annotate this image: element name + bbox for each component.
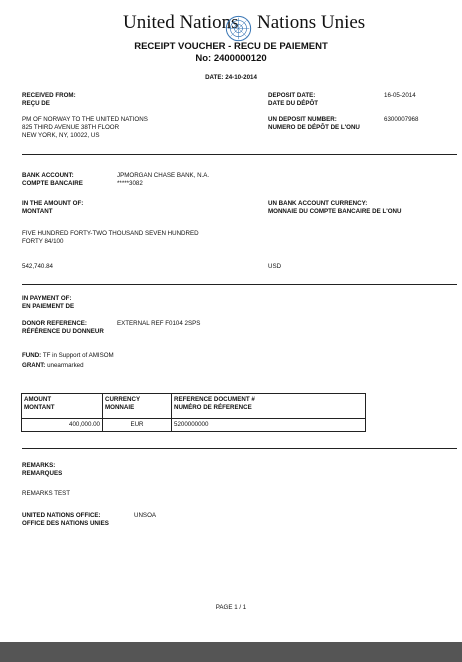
amount-label-fr: MONTANT bbox=[22, 208, 53, 215]
donor-reference-value: EXTERNAL REF F0104 2SPS bbox=[117, 320, 201, 327]
table-cell-amount: 400,000.00 bbox=[22, 419, 103, 432]
voucher-date-label: DATE: bbox=[205, 74, 224, 81]
voucher-number-label: No: bbox=[195, 53, 212, 64]
org-name-en: United Nations bbox=[123, 12, 239, 33]
remarks-label: REMARKS: bbox=[22, 462, 56, 469]
deposit-date-value: 16-05-2014 bbox=[384, 92, 416, 99]
amount-table bbox=[21, 393, 366, 432]
table-cell-currency: EUR bbox=[103, 419, 172, 432]
bank-account-label-fr: COMPTE BANCAIRE bbox=[22, 180, 83, 187]
remarks-label-fr: REMARQUES bbox=[22, 470, 63, 477]
table-cell-reference: 5200000000 bbox=[172, 419, 366, 432]
viewer-bottom-bar bbox=[0, 642, 462, 662]
currency-label-fr: MONNAIE DU COMPTE BANCAIRE DE L'ONU bbox=[268, 208, 402, 215]
deposit-date-label-fr: DATE DU DÉPÔT bbox=[268, 100, 319, 107]
amount-label: IN THE AMOUNT OF: bbox=[22, 200, 84, 207]
donor-reference-label: DONOR REFERENCE: bbox=[22, 320, 87, 327]
received-address-line: NEW YORK, NY, 10022, US bbox=[22, 132, 100, 139]
un-emblem-icon bbox=[225, 15, 252, 42]
section-divider bbox=[22, 284, 457, 285]
currency-label: UN BANK ACCOUNT CURRENCY: bbox=[268, 200, 368, 207]
donor-reference-label-fr: RÉFÉRENCE DU DONNEUR bbox=[22, 328, 104, 335]
table-header-row bbox=[22, 394, 366, 419]
voucher-title: RECEIPT VOUCHER - RECU DE PAIEMENT bbox=[134, 41, 328, 52]
voucher-date bbox=[0, 74, 462, 82]
deposit-date-label: DEPOSIT DATE: bbox=[268, 92, 316, 99]
amount-in-words: FIVE HUNDRED FORTY-TWO THOUSAND SEVEN HUNDRED bbox=[22, 230, 199, 237]
deposit-number-value: 6300007968 bbox=[384, 116, 419, 123]
received-address-line: PM OF NORWAY TO THE UNITED NATIONS bbox=[22, 116, 148, 123]
voucher-number-value: 2400000120 bbox=[213, 53, 267, 64]
voucher-date-value: 24-10-2014 bbox=[225, 74, 257, 81]
table-header-reference: REFERENCE DOCUMENT # NUMÉRO DE RÉFERENCE bbox=[172, 394, 366, 419]
document-header bbox=[0, 8, 462, 38]
remarks-value: REMARKS TEST bbox=[22, 490, 71, 497]
fund-value: TF in Support of AMISOM bbox=[42, 352, 114, 359]
bank-account-label: BANK ACCOUNT: bbox=[22, 172, 74, 179]
table-row bbox=[22, 419, 366, 432]
page-number: PAGE 1 / 1 bbox=[215, 604, 247, 611]
grant-line bbox=[22, 362, 84, 370]
grant-label: GRANT: bbox=[22, 362, 46, 369]
received-from-label-fr: REÇU DE bbox=[22, 100, 50, 107]
received-from-label: RECEIVED FROM: bbox=[22, 92, 76, 99]
section-divider bbox=[22, 448, 457, 449]
office-value: UNSOA bbox=[134, 512, 157, 519]
grant-value: unearmarked bbox=[47, 362, 84, 369]
office-label: UNITED NATIONS OFFICE: bbox=[22, 512, 101, 519]
section-divider bbox=[22, 154, 457, 155]
amount-value: 542,740.84 bbox=[22, 263, 53, 270]
fund-line bbox=[22, 352, 114, 360]
voucher-number bbox=[0, 53, 462, 64]
currency-value: USD bbox=[268, 263, 282, 270]
office-label-fr: OFFICE DES NATIONS UNIES bbox=[22, 520, 109, 527]
deposit-number-label-fr: NUMERO DE DÉPÔT DE L'ONU bbox=[268, 124, 360, 131]
payment-label: IN PAYMENT OF: bbox=[22, 295, 72, 302]
payment-label-fr: EN PAIEMENT DE bbox=[22, 303, 75, 310]
table-header-amount: AMOUNT MONTANT bbox=[22, 394, 103, 419]
bank-name: JPMORGAN CHASE BANK, N.A. bbox=[117, 172, 210, 179]
bank-account-number: *****3082 bbox=[117, 180, 143, 187]
deposit-number-label: UN DEPOSIT NUMBER: bbox=[268, 116, 337, 123]
amount-in-words: FORTY 84/100 bbox=[22, 238, 64, 245]
fund-label: FUND: bbox=[22, 352, 42, 359]
table-header-currency: CURRENCY MONNAIE bbox=[103, 394, 172, 419]
org-name-fr: Nations Unies bbox=[257, 12, 366, 33]
received-address-line: 825 THIRD AVENUE 38TH FLOOR bbox=[22, 124, 120, 131]
